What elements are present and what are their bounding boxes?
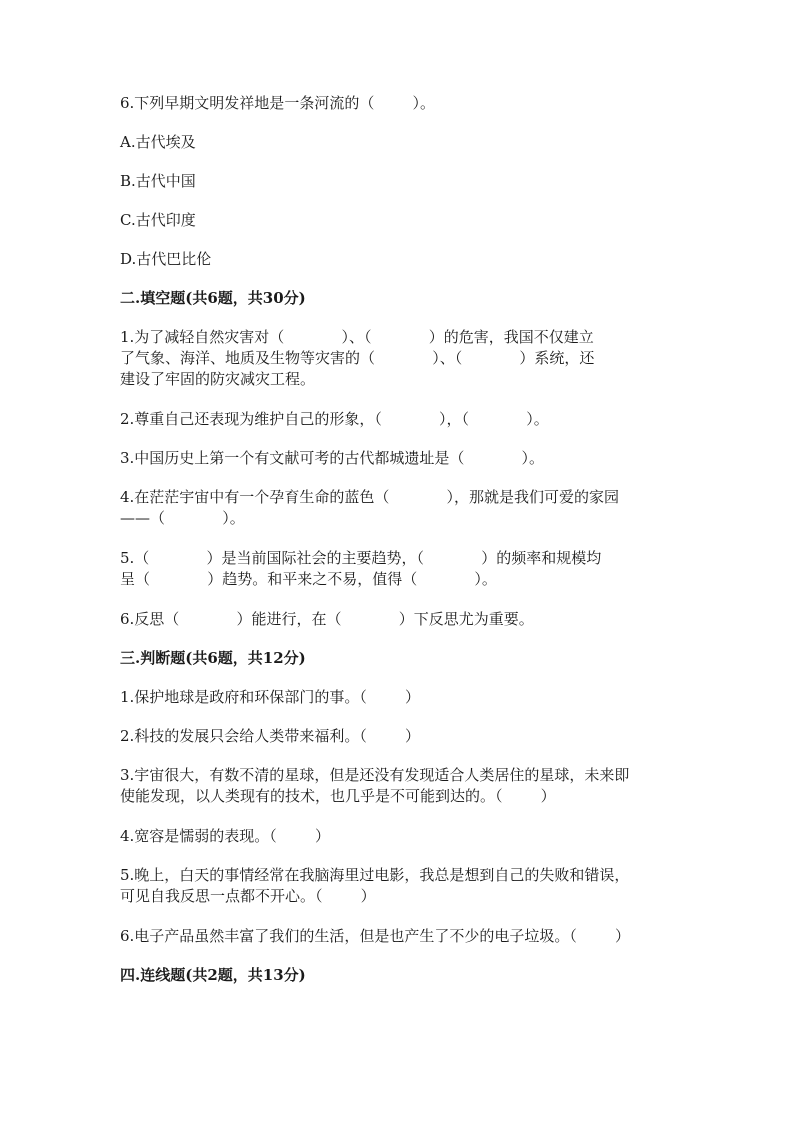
tf-question-2: 2.科技的发展只会给人类带来福利。（ ） xyxy=(120,727,420,745)
fill-question-1-line-3: 建设了牢固的防灾减灾工程。 xyxy=(120,370,316,388)
fill-question-1-line-2: 了气象、海洋、地质及生物等灾害的（ ）、（ ）系统，还 xyxy=(120,349,595,367)
fill-question-4 xyxy=(120,487,680,529)
tf-question-5 xyxy=(120,865,680,907)
mc-option-c: C.古代印度 xyxy=(120,211,196,229)
tf-question-5-line-1: 5.晚上，白天的事情经常在我脑海里过电影，我总是想到自己的失败和错误， xyxy=(120,866,630,884)
fill-question-2: 2.尊重自己还表现为维护自己的形象，（ ），（ ）。 xyxy=(120,410,549,428)
fill-question-6: 6.反思（ ）能进行，在（ ）下反思尤为重要。 xyxy=(120,610,534,628)
fill-question-5 xyxy=(120,548,680,590)
section-title-matching: 四.连线题(共2题，共13分) xyxy=(120,966,306,984)
tf-question-3 xyxy=(120,765,680,807)
section-title-fill-blank: 二.填空题(共6题，共30分) xyxy=(120,289,306,307)
mc-option-a: A.古代埃及 xyxy=(120,133,196,151)
fill-question-3: 3.中国历史上第一个有文献可考的古代都城遗址是（ ）。 xyxy=(120,449,545,467)
tf-question-5-line-2: 可见自我反思一点都不开心。（ ） xyxy=(120,887,376,905)
fill-question-1-line-1: 1.为了减轻自然灾害对（ ）、（ ）的危害，我国不仅建立 xyxy=(120,328,594,346)
mc-option-b: B.古代中国 xyxy=(120,172,196,190)
fill-question-5-line-1: 5.（ ）是当前国际社会的主要趋势，（ ）的频率和规模均 xyxy=(120,549,602,567)
fill-question-4-line-2: ——（ ）。 xyxy=(120,509,245,527)
tf-question-3-line-2: 使能发现，以人类现有的技术，也几乎是不可能到达的。（ ） xyxy=(120,787,556,805)
fill-question-4-line-1: 4.在茫茫宇宙中有一个孕育生命的蓝色（ ），那就是我们可爱的家园 xyxy=(120,488,620,506)
mc-option-d: D.古代巴比伦 xyxy=(120,250,212,268)
tf-question-1: 1.保护地球是政府和环保部门的事。（ ） xyxy=(120,688,420,706)
tf-question-3-line-1: 3.宇宙很大，有数不清的星球，但是还没有发现适合人类居住的星球，未来即 xyxy=(120,766,630,784)
section-title-true-false: 三.判断题(共6题，共12分) xyxy=(120,649,306,667)
mc-question-6: 6.下列早期文明发祥地是一条河流的（ ）。 xyxy=(120,94,435,112)
exam-page xyxy=(120,93,680,985)
fill-question-5-line-2: 呈（ ）趋势。和平来之不易，值得（ ）。 xyxy=(120,570,497,588)
tf-question-6: 6.电子产品虽然丰富了我们的生活，但是也产生了不少的电子垃圾。（ ） xyxy=(120,927,630,945)
fill-question-1 xyxy=(120,327,680,390)
tf-question-4: 4.宽容是懦弱的表现。（ ） xyxy=(120,827,330,845)
